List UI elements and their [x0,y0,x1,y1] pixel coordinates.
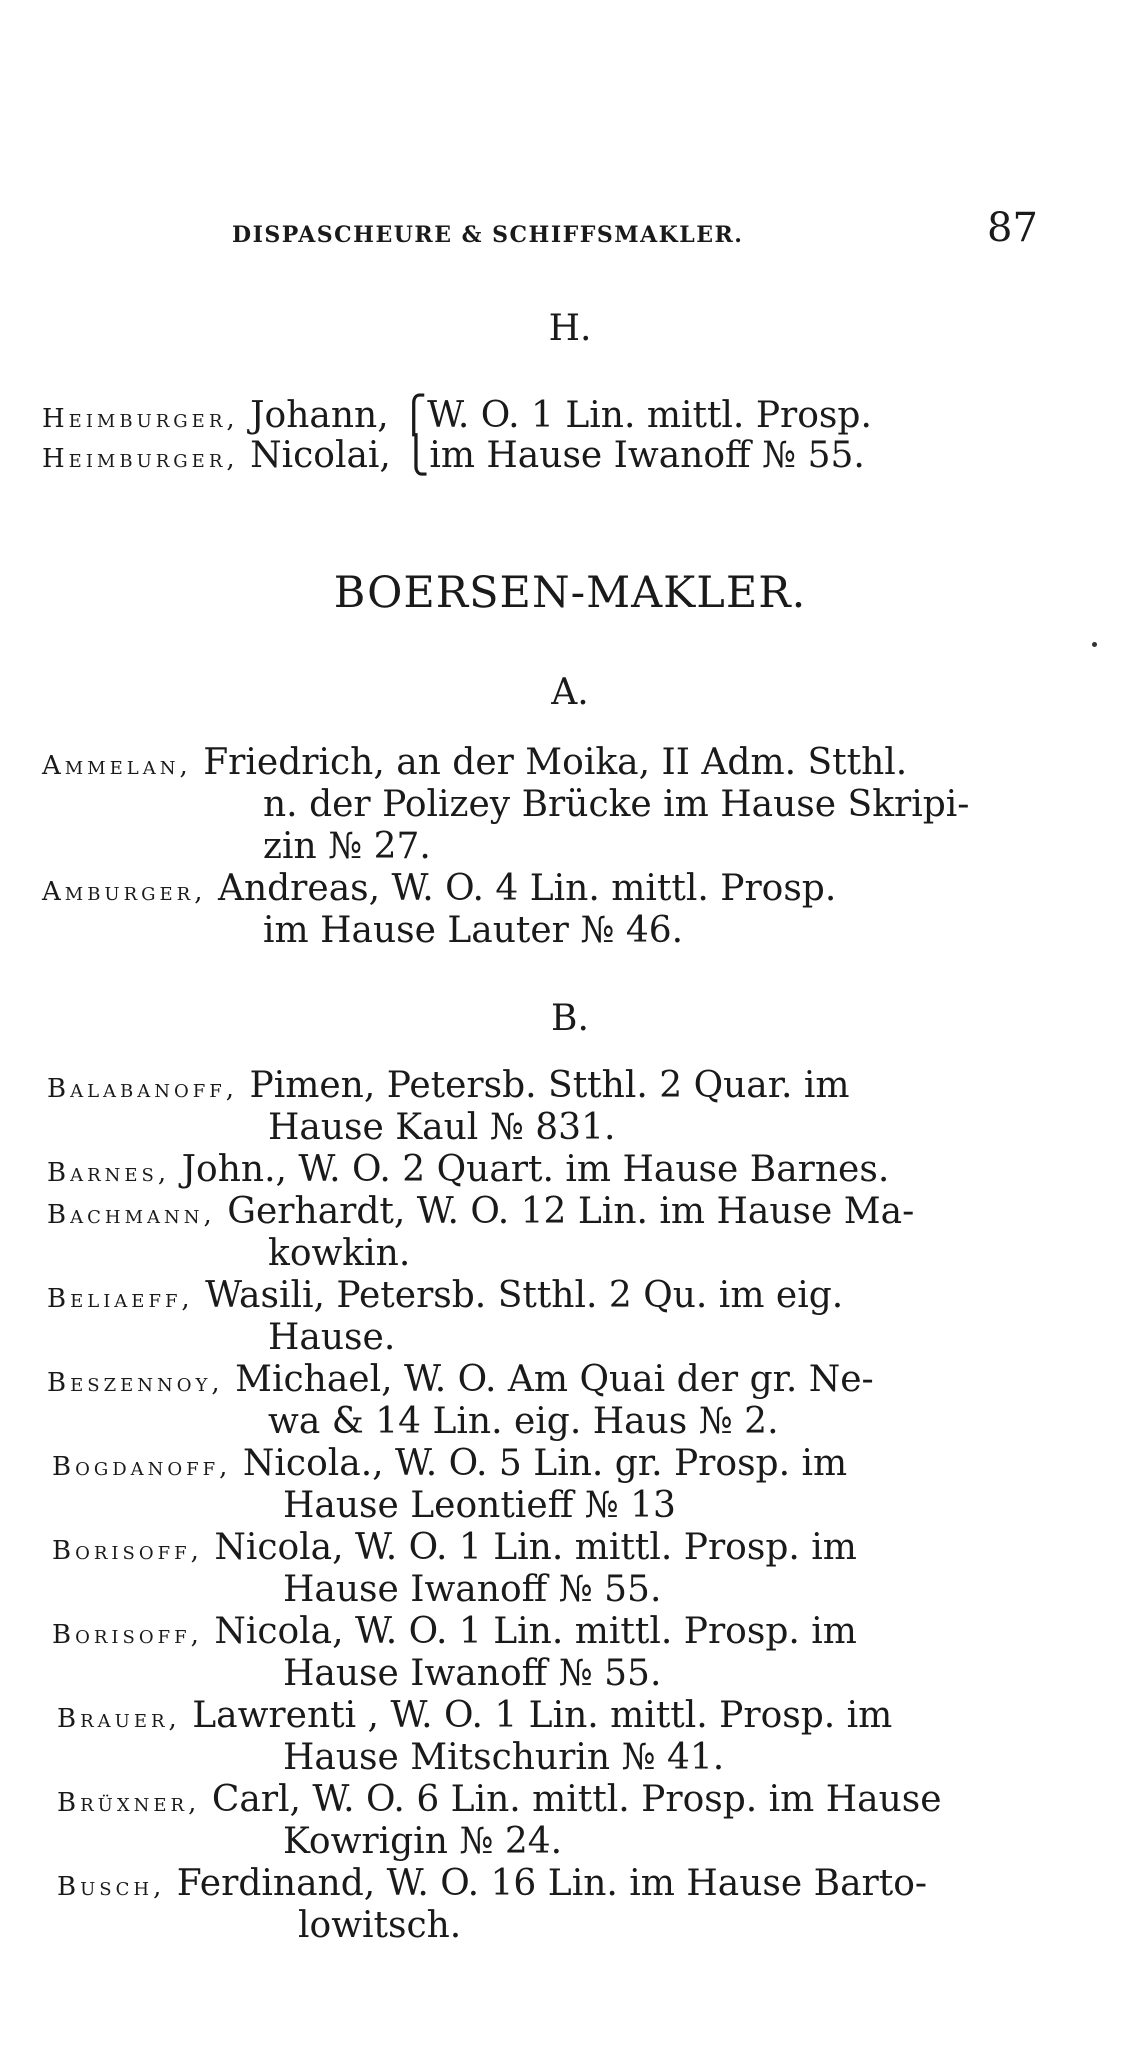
ink-speck [1092,642,1097,647]
entry-line: Hause Leontieff № 13 [283,1485,676,1526]
entry-line: lowitsch. [298,1905,462,1946]
entry-name: Bachmann, [47,1200,216,1230]
entry-text: Johann, ⎧W. O. 1 Lin. mittl. Prosp. [250,395,872,436]
entry-line [57,1695,893,1736]
entry-text: John., W. O. 2 Quart. im Hause Barnes. [181,1149,890,1190]
entry-text: Carl, W. O. 6 Lin. mittl. Prosp. im Hause [211,1779,942,1820]
entry-heimburger-nicolai [42,435,865,476]
entry-text: Andreas, W. O. 4 Lin. mittl. Prosp. [217,868,837,909]
entry-text: Wasili, Petersb. Stthl. 2 Qu. im eig. [205,1275,844,1316]
entry-name: Heimburger, [42,444,239,474]
entry-line [52,1611,857,1652]
entry-name: Ammelan, [42,751,192,781]
entry-text: Nicola, W. O. 1 Lin. mittl. Prosp. im [214,1527,857,1568]
entry-line [42,868,837,909]
entry-line [47,1149,890,1190]
entry-text: Pimen, Petersb. Stthl. 2 Quar. im [249,1065,850,1106]
entry-line: Hause Iwanoff № 55. [283,1569,662,1610]
entry-name: Balabanoff, [47,1074,239,1104]
letter-heading-h: H. [548,308,592,349]
entry-line [47,1191,915,1232]
letter-heading-a: A. [551,672,589,713]
entry-name: Beszennoy, [47,1368,224,1398]
entry-text: Michael, W. O. Am Quai der gr. Ne- [235,1359,874,1400]
entry-text: Friedrich, an der Moika, II Adm. Stthl. [203,742,908,783]
entry-line [47,1359,874,1400]
entry-name: Borisoff, [52,1620,203,1650]
page-number: 87 [987,205,1038,251]
entry-line: Hause. [268,1317,396,1358]
entry-line: zin № 27. [263,826,431,867]
entry-line: Hause Kaul № 831. [268,1107,616,1148]
entry-name: Brauer, [57,1704,181,1734]
letter-heading-b: B. [551,998,589,1039]
entry-name: Barnes, [47,1158,171,1188]
entry-line [52,1443,848,1484]
section-title-boersen-makler: BOERSEN-MAKLER. [333,568,807,618]
entry-text: Ferdinand, W. O. 16 Lin. im Hause Barto- [176,1863,928,1904]
entry-line [57,1779,942,1820]
entry-line: Hause Mitschurin № 41. [283,1737,725,1778]
entry-line [52,1527,857,1568]
entry-heimburger-johann [42,395,872,436]
entry-text: Nicola., W. O. 5 Lin. gr. Prosp. im [242,1443,848,1484]
entry-text: Lawrenti , W. O. 1 Lin. mittl. Prosp. im [192,1695,893,1736]
entry-line: Kowrigin № 24. [283,1821,563,1862]
entry-line: kowkin. [268,1233,411,1274]
entry-name: Brüxner, [57,1788,201,1818]
entry-line: im Hause Lauter № 46. [263,910,684,951]
entry-text: Gerhardt, W. O. 12 Lin. im Hause Ma- [227,1191,915,1232]
entry-line [47,1275,844,1316]
entry-name: Borisoff, [52,1536,203,1566]
entry-text: Nicola, W. O. 1 Lin. mittl. Prosp. im [214,1611,857,1652]
entry-name: Heimburger, [42,404,239,434]
entry-line [47,1065,850,1106]
entry-line: n. der Polizey Brücke im Hause Skripi- [263,784,970,825]
entry-line: Hause Iwanoff № 55. [283,1653,662,1694]
entry-name: Bogdanoff, [52,1452,232,1482]
entry-name: Beliaeff, [47,1284,194,1314]
entry-line [57,1863,928,1904]
entry-name: Amburger, [42,877,207,907]
running-head: DISPASCHEURE & SCHIFFSMAKLER. [232,222,744,248]
entry-line [42,742,908,783]
entry-line: wa & 14 Lin. eig. Haus № 2. [268,1401,779,1442]
entry-text: Nicolai, ⎩im Hause Iwanoff № 55. [250,435,865,476]
entry-name: Busch, [57,1872,166,1902]
